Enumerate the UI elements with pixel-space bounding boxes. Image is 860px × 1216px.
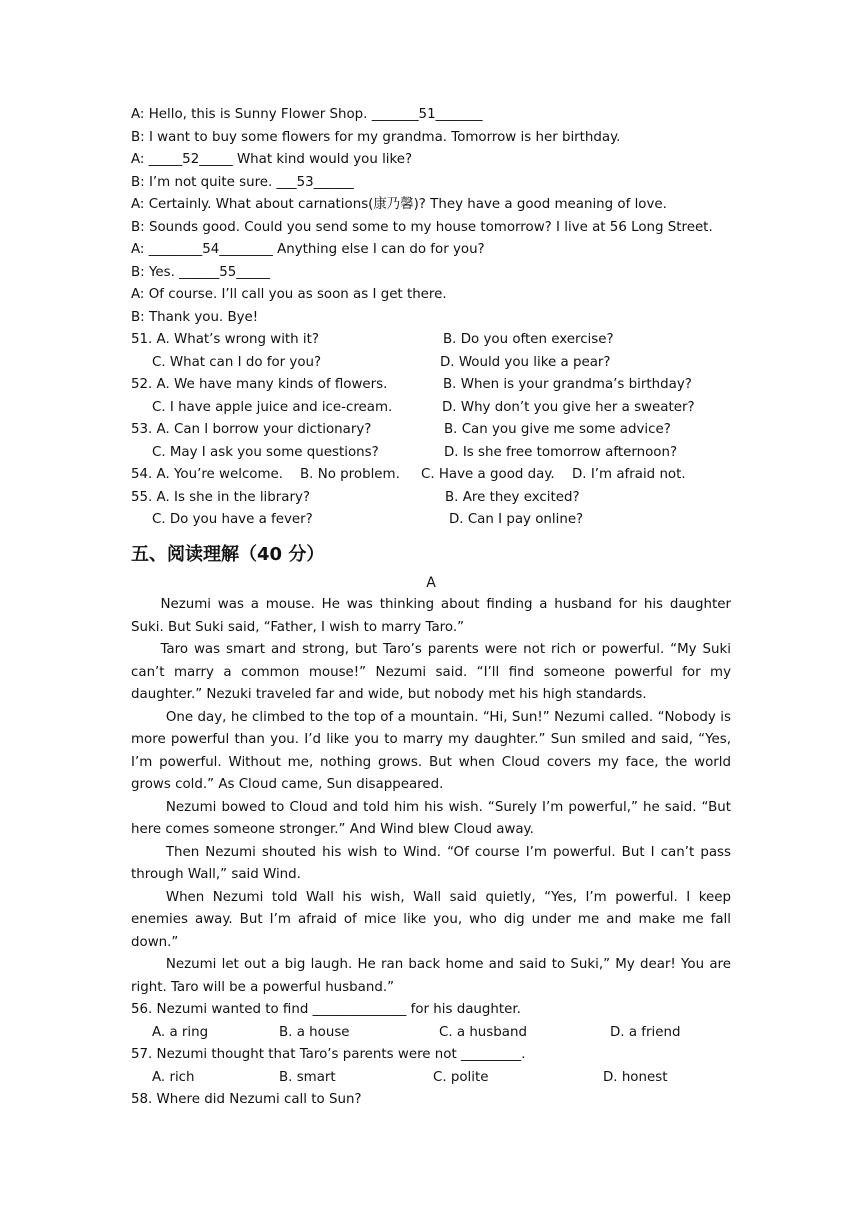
passage-label: A xyxy=(426,574,436,591)
option-54-d: D. I’m afraid not. xyxy=(572,467,686,482)
dialogue-line: B: Thank you. Bye! xyxy=(131,309,259,325)
option-row xyxy=(131,329,731,352)
passage-paragraph: Nezumi was a mouse. He was thinking about finding a husband for his daughter Suki. But Suki said, “Father, I wish to marry Taro.” xyxy=(131,597,731,635)
dialogue-line: B: I want to buy some flowers for my grandma. Tomorrow is her birthday. xyxy=(131,129,621,145)
option-53-c: C. May I ask you some questions? xyxy=(152,444,379,460)
option-54-a: 54. A. You’re welcome. xyxy=(131,467,284,482)
option-51-c: C. What can I do for you? xyxy=(152,354,322,370)
passage-paragraph: Taro was smart and strong, but Taro’s parents were not rich or powerful. “My Suki can’t marry a common mouse!” Nezumi said. “I’ll find someone powerful for my daughter.” Nezuki traveled far and wide, but nobody met his high standards. xyxy=(131,642,731,702)
dialogue-options xyxy=(131,329,731,532)
option-57-b: B. smart xyxy=(279,1069,336,1085)
option-57-c: C. polite xyxy=(433,1069,489,1085)
passage-paragraph: Nezumi bowed to Cloud and told him his wish. “Surely I’m powerful,” he said. “But here comes someone stronger.” And Wind blew Cloud away. xyxy=(131,799,731,837)
option-row xyxy=(131,509,731,532)
passage xyxy=(131,594,731,999)
dialogue-line: A: ________54________ Anything else I can do for you? xyxy=(131,242,485,257)
dialogue-line: B: I’m not quite sure. ___53______ xyxy=(131,174,354,190)
option-52-c: C. I have apple juice and ice-cream. xyxy=(152,399,393,415)
option-row xyxy=(131,464,731,487)
option-52-d: D. Why don’t you give her a sweater? xyxy=(442,399,695,415)
option-54-b: B. No problem. xyxy=(300,467,400,482)
option-row xyxy=(131,374,731,397)
reading-questions xyxy=(131,999,731,1112)
section-heading: 五、阅读理解（40 分） xyxy=(131,543,325,565)
option-53-d: D. Is she free tomorrow afternoon? xyxy=(444,444,678,460)
passage-paragraph: Then Nezumi shouted his wish to Wind. “Of course I’m powerful. But I can’t pass through Wall,” said Wind. xyxy=(131,844,731,882)
option-52-b: B. When is your grandma’s birthday? xyxy=(443,377,692,392)
option-row xyxy=(131,397,731,420)
option-53-a: 53. A. Can I borrow your dictionary? xyxy=(131,422,372,437)
dialogue-line: B: Sounds good. Could you send some to my house tomorrow? I live at 56 Long Street. xyxy=(131,219,713,235)
dialogue xyxy=(131,104,731,329)
dialogue-line: A: Of course. I’ll call you as soon as I get there. xyxy=(131,287,447,302)
dialogue-line: A: _____52_____ What kind would you like? xyxy=(131,152,413,167)
option-row xyxy=(131,1067,731,1090)
option-row xyxy=(131,487,731,510)
option-53-b: B. Can you give me some advice? xyxy=(444,422,671,437)
dialogue-line: A: Hello, this is Sunny Flower Shop. _______51_______ xyxy=(131,107,483,122)
option-51-b: B. Do you often exercise? xyxy=(443,332,614,347)
exam-page xyxy=(131,104,731,1112)
option-row xyxy=(131,1022,731,1045)
option-row xyxy=(131,352,731,375)
option-55-c: C. Do you have a fever? xyxy=(152,512,313,527)
dialogue-line: B: Yes. ______55_____ xyxy=(131,264,270,280)
option-56-c: C. a husband xyxy=(439,1024,527,1040)
option-51-a: 51. A. What’s wrong with it? xyxy=(131,332,320,347)
option-54-c: C. Have a good day. xyxy=(421,467,555,482)
option-57-d: D. honest xyxy=(603,1069,668,1085)
option-row xyxy=(131,442,731,465)
option-56-d: D. a friend xyxy=(610,1024,681,1040)
passage-paragraph: Nezumi let out a big laugh. He ran back home and said to Suki,” My dear! You are right. Taro will be a powerful husband.” xyxy=(131,957,731,995)
option-55-d: D. Can I pay online? xyxy=(449,512,584,527)
option-56-b: B. a house xyxy=(279,1024,350,1040)
option-52-a: 52. A. We have many kinds of flowers. xyxy=(131,377,388,392)
option-57-a: A. rich xyxy=(152,1069,195,1085)
option-55-b: B. Are they excited? xyxy=(445,489,580,505)
passage-paragraph: One day, he climbed to the top of a mountain. “Hi, Sun!” Nezumi called. “Nobody is more powerful than you. I’d like you to marry my daughter.” Sun smiled and said, “Yes, I’m powerful. Without me, nothing grows. But when Cloud covers my face, the world grows cold.” As Cloud came, Sun disappeared. xyxy=(131,709,731,792)
question-58-stem: 58. Where did Nezumi call to Sun? xyxy=(131,1092,362,1107)
passage-paragraph: When Nezumi told Wall his wish, Wall said quietly, “Yes, I’m powerful. I keep enemies away. But I’m afraid of mice like you, who dig under me and make me fall down.” xyxy=(131,889,731,950)
option-56-a: A. a ring xyxy=(152,1024,209,1040)
question-56-stem: 56. Nezumi wanted to find ______________ for his daughter. xyxy=(131,1002,521,1017)
dialogue-line: A: Certainly. What about carnations(康乃馨)? They have a good meaning of love. xyxy=(131,197,667,212)
question-57-stem: 57. Nezumi thought that Taro’s parents were not _________. xyxy=(131,1047,526,1062)
option-55-a: 55. A. Is she in the library? xyxy=(131,489,311,505)
option-row xyxy=(131,419,731,442)
option-51-d: D. Would you like a pear? xyxy=(440,354,611,370)
